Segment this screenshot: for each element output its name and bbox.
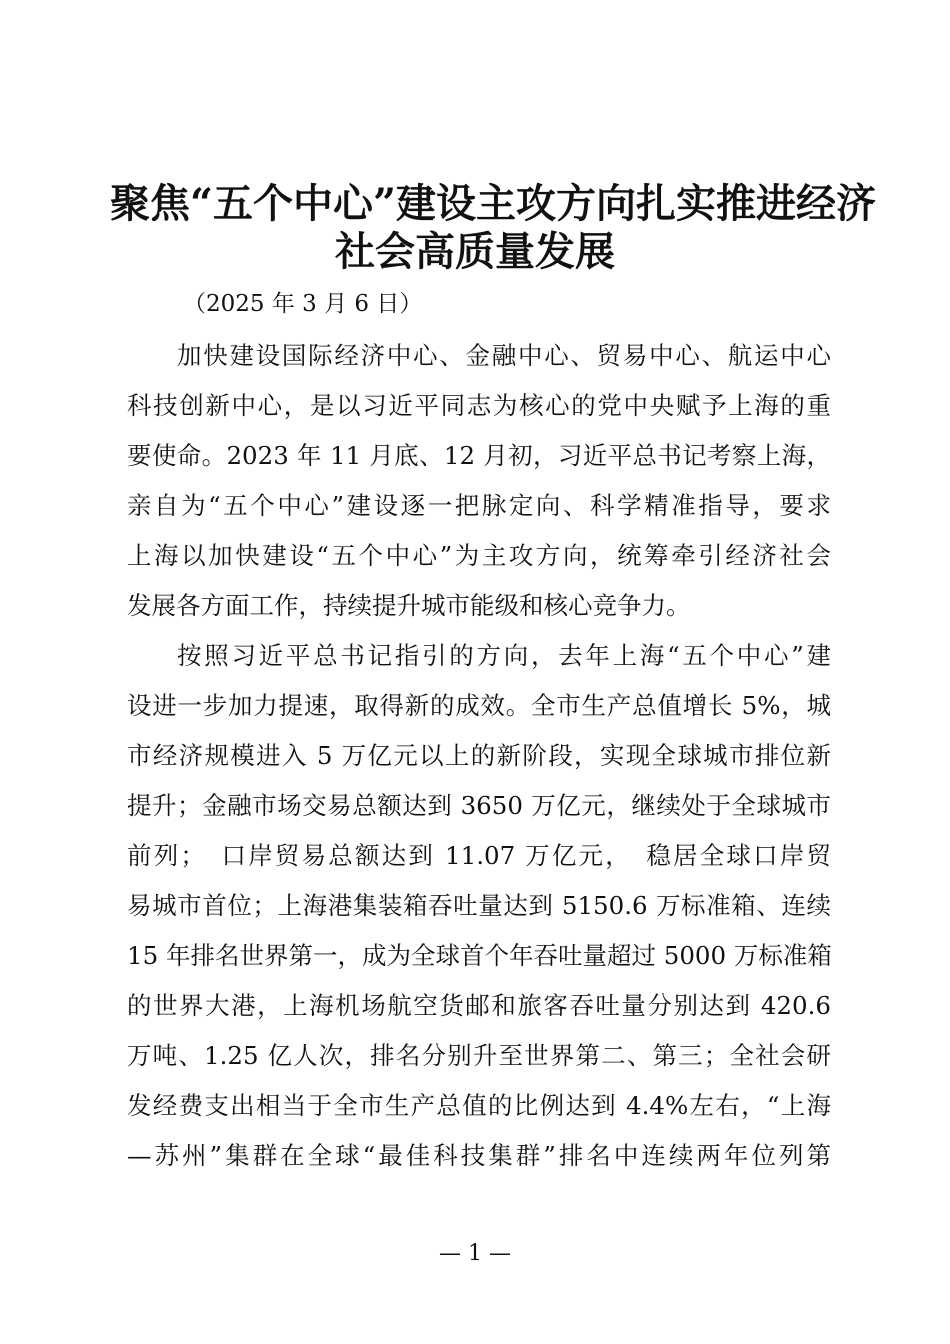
paragraph-2-line-1: 按照习近平总书记指引的方向，去年上海“五个中心”建 (177, 641, 831, 670)
paragraph-2-line-6: 易城市首位；上海港集装箱吞吐量达到 5150.6 万标准箱、连续 (127, 891, 831, 920)
paragraph-2-line-2: 设进一步加力提速，取得新的成效。全市生产总值增长 5%，城 (127, 691, 831, 720)
paragraph-2-line-7: 15 年排名世界第一，成为全球首个年吞吐量超过 5000 万标准箱 (127, 941, 832, 970)
paragraph-2-line-8: 的世界大港，上海机场航空货邮和旅客吞吐量分别达到 420.6 (127, 991, 831, 1020)
document-title-line-2: 社会高质量发展 (335, 228, 615, 275)
paragraph-1-line-3: 要使命。2023 年 11 月底、12 月初，习近平总书记考察上海， (127, 441, 831, 470)
paragraph-2-line-11: —苏州”集群在全球“最佳科技集群”排名中连续两年位列第 (127, 1141, 831, 1170)
paragraph-1-line-6: 发展各方面工作，持续提升城市能级和核心竞争力。 (127, 591, 691, 620)
paragraph-2-line-3: 市经济规模进入 5 万亿元以上的新阶段，实现全球城市排位新 (127, 741, 831, 770)
paragraph-1-line-5: 上海以加快建设“五个中心”为主攻方向，统筹牵引经济社会 (127, 541, 831, 570)
document-date: （2025 年 3 月 6 日） (183, 291, 423, 317)
paragraph-2-line-9: 万吨、1.25 亿人次，排名分别升至世界第二、第三；全社会研 (127, 1041, 831, 1070)
paragraph-2-line-5: 前列； 口岸贸易总额达到 11.07 万亿元， 稳居全球口岸贸 (127, 841, 831, 870)
paragraph-2-line-4: 提升；金融市场交易总额达到 3650 万亿元，继续处于全球城市 (127, 791, 831, 820)
document-title-line-1: 聚焦“五个中心”建设主攻方向扎实推进经济 (110, 180, 877, 227)
paragraph-2-line-10: 发经费支出相当于全市生产总值的比例达到 4.4%左右，“上海 (127, 1091, 831, 1120)
paragraph-1-line-1: 加快建设国际经济中心、金融中心、贸易中心、航运中心 (177, 341, 831, 370)
paragraph-1-line-4: 亲自为“五个中心”建设逐一把脉定向、科学精准指导，要求 (127, 491, 831, 520)
paragraph-1-line-2: 科技创新中心，是以习近平同志为核心的党中央赋予上海的重 (127, 391, 831, 420)
page-number: — 1 — (439, 1241, 511, 1266)
